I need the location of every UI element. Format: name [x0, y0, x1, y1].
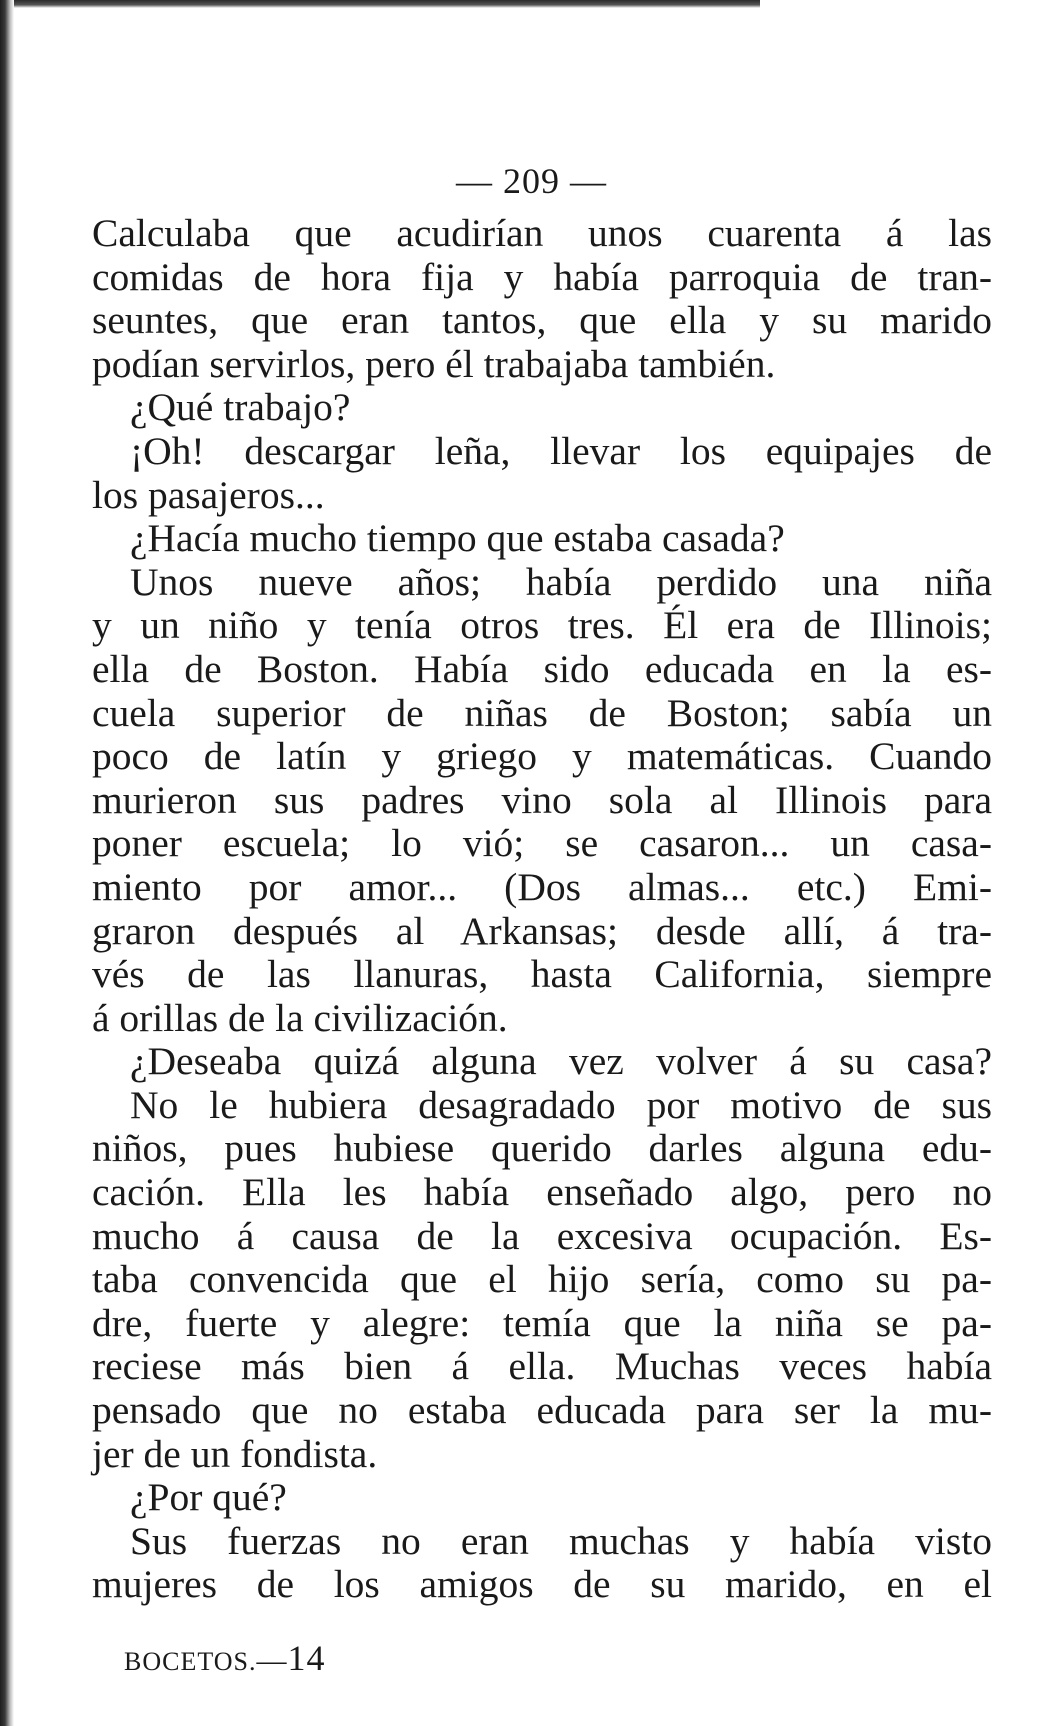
text-line-12: cuela superior de niñas de Boston; sabía un: [92, 690, 992, 735]
page-footer: [124, 1637, 326, 1679]
text-line-9: Unos nueve años; había perdido una niña: [130, 559, 992, 604]
text-line-19: á orillas de la civilización.: [92, 995, 508, 1040]
scan-edge-top: [0, 0, 760, 8]
text-line-30: ¿Por qué?: [130, 1475, 287, 1520]
text-line-16: miento por amor... (Dos almas... etc.) Emi-: [92, 864, 992, 909]
footer-dash: —: [256, 1644, 288, 1677]
text-line-21: No le hubiera desagradado por motivo de sus: [130, 1082, 992, 1127]
scan-edge-left: [0, 0, 14, 1726]
text-line-27: reciese más bien á ella. Muchas veces había: [92, 1344, 992, 1389]
text-line-8: ¿Hacía mucho tiempo que estaba casada?: [130, 516, 785, 561]
text-line-26: dre, fuerte y alegre: temía que la niña se pa-: [92, 1300, 992, 1345]
text-line-18: vés de las llanuras, hasta California, siempre: [92, 952, 992, 997]
text-line-24: mucho á causa de la excesiva ocupación. Es-: [92, 1213, 992, 1258]
text-line-29: jer de un fondista.: [92, 1431, 378, 1476]
page-number: — 209 —: [456, 161, 607, 201]
text-line-31: Sus fuerzas no eran muchas y había visto: [130, 1518, 992, 1563]
text-line-15: poner escuela; lo vió; se casaron... un casa-: [92, 821, 992, 866]
text-line-22: niños, pues hubiese querido darles alguna edu-: [92, 1126, 992, 1171]
text-line-23: cación. Ella les había enseñado algo, pero no: [92, 1170, 992, 1215]
text-line-28: pensado que no estaba educada para ser la mu-: [92, 1388, 992, 1433]
text-line-32: mujeres de los amigos de su marido, en el: [92, 1562, 992, 1607]
text-line-5: ¿Qué trabajo?: [130, 385, 351, 430]
text-line-13: poco de latín y griego y matemáticas. Cuando: [92, 734, 992, 779]
text-line-7: los pasajeros...: [92, 472, 325, 517]
text-line-20: ¿Deseaba quizá alguna vez volver á su casa?: [130, 1039, 992, 1084]
text-line-14: murieron sus padres vino sola al Illinois para: [92, 777, 992, 822]
text-line-1: Calculaba que acudirían unos cuarenta á las: [92, 211, 992, 255]
footer-title: BOCETOS.: [124, 1647, 257, 1676]
footer-sheet-number: 14: [287, 1638, 326, 1678]
text-line-10: y un niño y tenía otros tres. Él era de Illinois;: [92, 603, 992, 648]
text-line-25: taba convencida que el hijo sería, como su pa-: [92, 1257, 992, 1302]
text-line-17: graron después al Arkansas; desde allí, á tra-: [92, 908, 992, 953]
text-line-6: ¡Oh! descargar leña, llevar los equipajes de: [130, 428, 992, 473]
body-text: [92, 212, 992, 1607]
text-line-2: comidas de hora fija y había parroquia de tran-: [92, 254, 992, 299]
text-line-3: seuntes, que eran tantos, que ella y su marido: [92, 298, 992, 343]
text-line-4: podían servirlos, pero él trabajaba también.: [92, 341, 776, 386]
text-line-11: ella de Boston. Había sido educada en la es-: [92, 646, 992, 691]
